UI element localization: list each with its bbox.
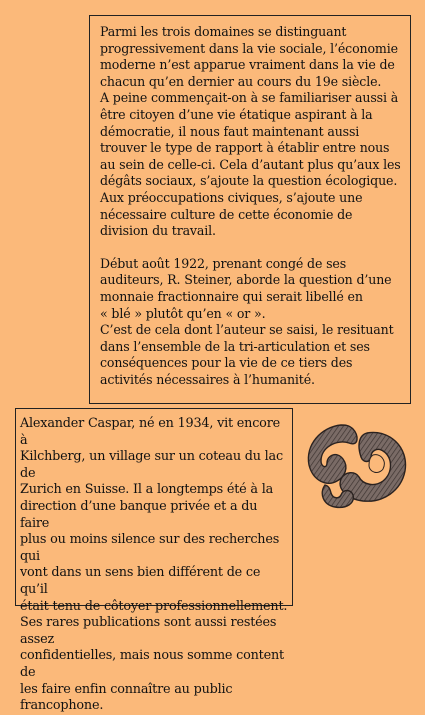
intro-paragraph-2: Début août 1922, prenant congé de ses auditeurs, R. Steiner, aborde la question d’une monnaie fractionnaire qui serait libellé en « blé » plutôt qu’en « or ». C’est de cela dont l’auteur se saisi, le resituant dans l’ensemble de la tri-articulation et ses conséquences pour la vie de ce tiers des activités nécessaires à l’humanité.: [100, 255, 394, 387]
author-bio-text: Alexander Caspar, né en 1934, vit encore à Kilchberg, un village sur un coteau du lac de Zurich en Suisse. Il a longtemps été à la direction d’une banque privée et a du faire plus ou moins silence sur des recherches qui vont dans un sens bien différent de ce qu’il était tenu de côtoyer professionnellement. Ses rares publications sont aussi restées assez confidentielles, mais nous somme content de les faire enfin connaître au public francophone.: [20, 416, 288, 714]
intro-text-box: [89, 15, 411, 404]
interlocking-knot-icon: [297, 415, 415, 511]
intro-paragraph-1: Parmi les trois domaines se distinguant progressivement dans la vie sociale, l’économie moderne n’est apparue vraiment dans la vie de chacun qu’en dernier au cours du 19e siècle. A peine commençait-on à se familiariser aussi à être citoyen d’une vie étatique aspirant à la démocratie, il nous faut maintenant aussi trouver le type de rapport à établir entre nous au sein de celle-ci. Cela d’autant plus qu’aux les dégâts sociaux, s’ajoute la question écologique. Aux préoccupations civiques, s’ajoute une nécessaire culture de cette économie de division du travail.: [100, 24, 401, 239]
author-bio-box: [15, 408, 293, 714]
